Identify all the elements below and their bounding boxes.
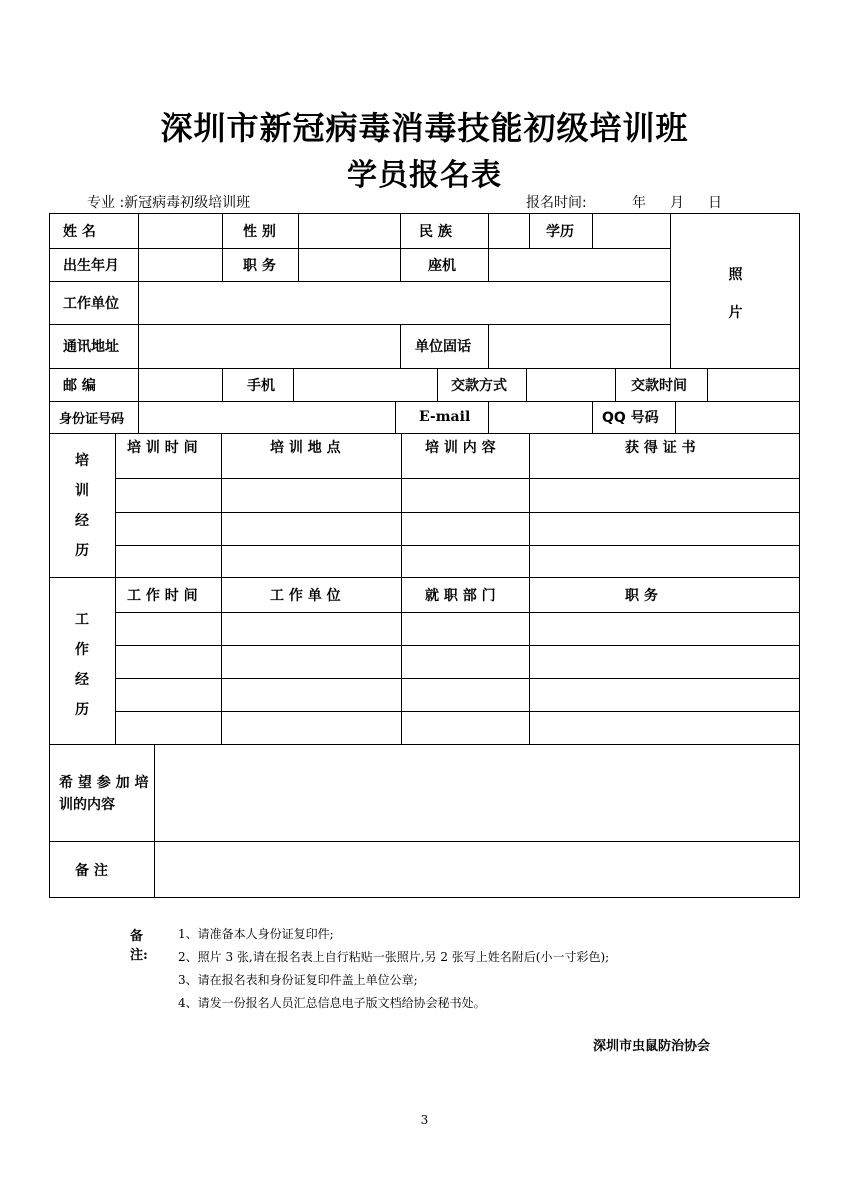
position-field[interactable]: [299, 250, 399, 280]
note-item: 3、请在报名表和身份证复印件盖上单位公章;: [178, 973, 418, 987]
workplace-label: 工作单位: [63, 295, 119, 312]
landline-label: 座机: [428, 257, 456, 274]
page-number: 3: [420, 1113, 429, 1127]
postcode-label: 邮 编: [63, 377, 96, 394]
note-item: 2、照片 3 张,请在报名表上自行粘贴一张照片,另 2 张写上姓名附后(小一寸彩色);: [178, 950, 610, 964]
hope-label-1: 希 望 参 加 培: [59, 775, 149, 791]
training-time-header: 培 训 时 间: [127, 440, 198, 456]
notes-label: 备注:: [130, 929, 148, 963]
registration-form: [49, 213, 800, 898]
ethnicity-field[interactable]: [489, 215, 528, 247]
payment-method-label: 交款方式: [451, 377, 507, 394]
note-item: 4、请发一份报名人员汇总信息电子版文档给协会秘书处。: [178, 996, 486, 1010]
remark-field[interactable]: [156, 844, 798, 896]
signup-time-label: 报名时间:: [526, 195, 587, 211]
position-label: 职 务: [243, 257, 276, 274]
education-label: 学历: [546, 223, 574, 240]
payment-time-field[interactable]: [708, 370, 798, 400]
email-label: E-mail: [419, 409, 471, 425]
work-unit-header: 工 作 单 位: [270, 588, 341, 604]
qq-field[interactable]: [676, 403, 798, 432]
organization-name: 深圳市虫鼠防治协会: [593, 1039, 711, 1054]
payment-time-label: 交款时间: [631, 377, 687, 394]
name-label: 姓 名: [63, 223, 96, 240]
mobile-label: 手机: [247, 377, 275, 394]
gender-label: 性 别: [243, 223, 276, 240]
id-number-field[interactable]: [139, 403, 394, 432]
month-label: 月: [670, 195, 684, 211]
gender-field[interactable]: [299, 215, 399, 247]
address-field[interactable]: [139, 326, 399, 367]
mobile-field[interactable]: [294, 370, 436, 400]
address-label: 通讯地址: [63, 339, 119, 355]
training-certificate-header: 获 得 证 书: [625, 440, 696, 456]
work-department-header: 就 职 部 门: [425, 588, 496, 604]
unit-phone-field[interactable]: [489, 326, 669, 367]
form-subtitle: 学员报名表: [347, 158, 502, 193]
unit-phone-label: 单位固话: [415, 339, 471, 355]
training-content-header: 培 训 内 容: [425, 440, 496, 456]
education-field[interactable]: [593, 215, 669, 247]
year-label: 年: [632, 195, 646, 211]
email-field[interactable]: [489, 403, 591, 432]
landline-field[interactable]: [489, 250, 669, 280]
name-field[interactable]: [139, 215, 221, 247]
remark-label: 备 注: [75, 863, 108, 879]
ethnicity-label: 民 族: [419, 223, 452, 240]
birth-field[interactable]: [139, 250, 221, 280]
payment-method-field[interactable]: [527, 370, 614, 400]
form-title: 深圳市新冠病毒消毒技能初级培训班: [160, 109, 689, 147]
major-label: 专业 :新冠病毒初级培训班: [87, 195, 251, 211]
work-time-header: 工 作 时 间: [127, 588, 198, 604]
work-side-label: 工 作 经 历: [75, 612, 89, 718]
qq-label: QQ 号码: [602, 410, 659, 426]
hope-label-2: 训的内容: [59, 797, 115, 813]
birth-label: 出生年月: [63, 257, 119, 274]
photo-label-1: 照: [728, 267, 743, 283]
postcode-field[interactable]: [139, 370, 221, 400]
work-position-header: 职 务: [625, 588, 658, 604]
day-label: 日: [708, 195, 722, 211]
training-place-header: 培 训 地 点: [270, 440, 341, 456]
hope-field[interactable]: [156, 746, 798, 840]
id-number-label: 身份证号码: [59, 411, 125, 427]
workplace-field[interactable]: [139, 283, 669, 323]
photo-label-2: 片: [728, 305, 743, 321]
training-side-label: 培 训 经 历: [75, 453, 89, 559]
note-item: 1、请准备本人身份证复印件;: [178, 927, 334, 941]
